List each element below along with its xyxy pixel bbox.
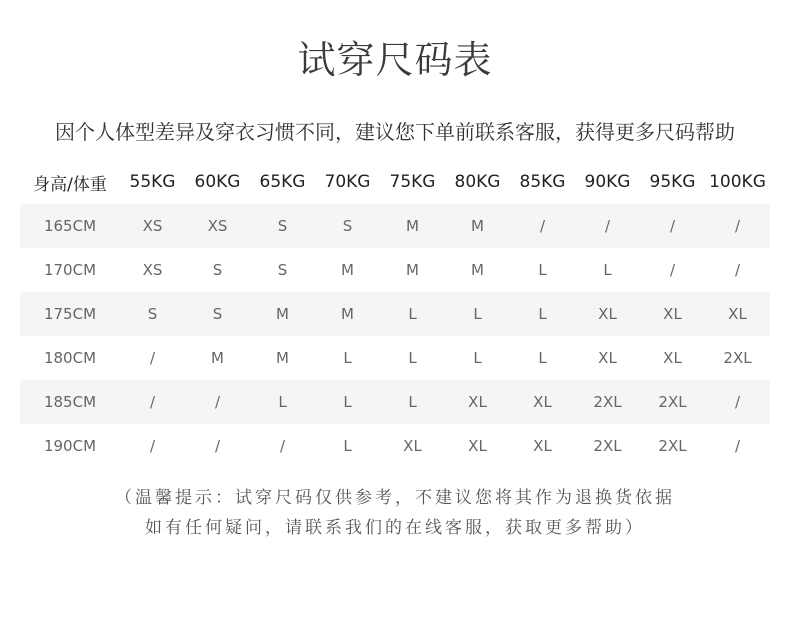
size-cell: 2XL (658, 393, 687, 411)
page-subtitle: 因个人体型差异及穿衣习惯不同，建议您下单前联系客服，获得更多尺码帮助 (55, 120, 735, 144)
row-height-cell: 170CM (43, 261, 97, 279)
page-title: 试穿尺码表 (297, 38, 493, 82)
size-cell: XL (663, 349, 682, 367)
size-cell: L (343, 393, 352, 411)
size-cell: XL (533, 393, 552, 411)
size-cell: L (538, 305, 547, 323)
size-cell: / (214, 437, 221, 455)
size-cell: XS (142, 217, 163, 235)
size-cell: M (471, 217, 484, 235)
size-cell: / (734, 393, 741, 411)
size-cell: XL (468, 437, 487, 455)
header-weight: 90KG (584, 172, 631, 192)
size-cell: / (669, 261, 676, 279)
size-cell: S (277, 217, 288, 235)
notice-line-2: 如有任何疑问，请联系我们的在线客服，获取更多帮助） (145, 518, 645, 538)
size-cell: / (734, 437, 741, 455)
table-row (20, 380, 770, 424)
size-cell: M (341, 261, 354, 279)
size-cell: L (603, 261, 612, 279)
size-cell: S (147, 305, 158, 323)
size-cell: L (343, 437, 352, 455)
size-cell: L (408, 349, 417, 367)
size-cell: / (734, 217, 741, 235)
size-cell: / (149, 349, 156, 367)
size-cell: 2XL (723, 349, 752, 367)
size-cell: L (473, 305, 482, 323)
size-cell: M (211, 349, 224, 367)
size-cell: / (604, 217, 611, 235)
size-cell: / (214, 393, 221, 411)
size-cell: L (538, 261, 547, 279)
size-cell: XL (403, 437, 422, 455)
size-cell: XS (207, 217, 228, 235)
header-weight: 55KG (129, 172, 176, 192)
size-cell: XL (598, 305, 617, 323)
size-cell: L (278, 393, 287, 411)
size-cell: S (342, 217, 353, 235)
header-weight: 70KG (324, 172, 371, 192)
header-weight: 95KG (649, 172, 696, 192)
size-cell: S (212, 305, 223, 323)
size-cell: XL (533, 437, 552, 455)
size-cell: M (341, 305, 354, 323)
table-row (20, 292, 770, 336)
size-cell: L (408, 305, 417, 323)
size-cell: XL (663, 305, 682, 323)
row-height-cell: 180CM (43, 349, 97, 367)
row-height-cell: 175CM (43, 305, 97, 323)
header-weight: 100KG (709, 172, 766, 192)
size-cell: / (149, 437, 156, 455)
size-cell: M (276, 305, 289, 323)
table-row (20, 248, 770, 292)
row-height-cell: 165CM (43, 217, 97, 235)
notice-line-1: （温馨提示：试穿尺码仅供参考，不建议您将其作为退换货依据 (115, 488, 675, 508)
size-cell: XL (468, 393, 487, 411)
header-weight: 65KG (259, 172, 306, 192)
row-height-cell: 190CM (43, 437, 97, 455)
size-cell: / (149, 393, 156, 411)
header-height-weight: 身高/体重 (33, 174, 107, 195)
size-cell: 2XL (658, 437, 687, 455)
size-cell: XL (598, 349, 617, 367)
header-weight: 80KG (454, 172, 501, 192)
size-cell: 2XL (593, 437, 622, 455)
table-row (20, 336, 770, 380)
header-weight: 75KG (389, 172, 436, 192)
size-cell: S (212, 261, 223, 279)
size-cell: / (669, 217, 676, 235)
size-cell: L (343, 349, 352, 367)
size-cell: M (276, 349, 289, 367)
header-weight: 85KG (519, 172, 566, 192)
size-cell: 2XL (593, 393, 622, 411)
size-cell: M (406, 217, 419, 235)
size-cell: S (277, 261, 288, 279)
header-weight: 60KG (194, 172, 241, 192)
table-header-row (20, 160, 770, 204)
size-cell: L (473, 349, 482, 367)
row-height-cell: 185CM (43, 393, 97, 411)
size-cell: M (406, 261, 419, 279)
size-cell: L (408, 393, 417, 411)
size-table (20, 160, 770, 468)
size-cell: / (279, 437, 286, 455)
size-cell: L (538, 349, 547, 367)
table-row (20, 204, 770, 248)
table-row (20, 424, 770, 468)
size-cell: XL (728, 305, 747, 323)
size-cell: / (734, 261, 741, 279)
size-cell: XS (142, 261, 163, 279)
size-cell: M (471, 261, 484, 279)
size-cell: / (539, 217, 546, 235)
